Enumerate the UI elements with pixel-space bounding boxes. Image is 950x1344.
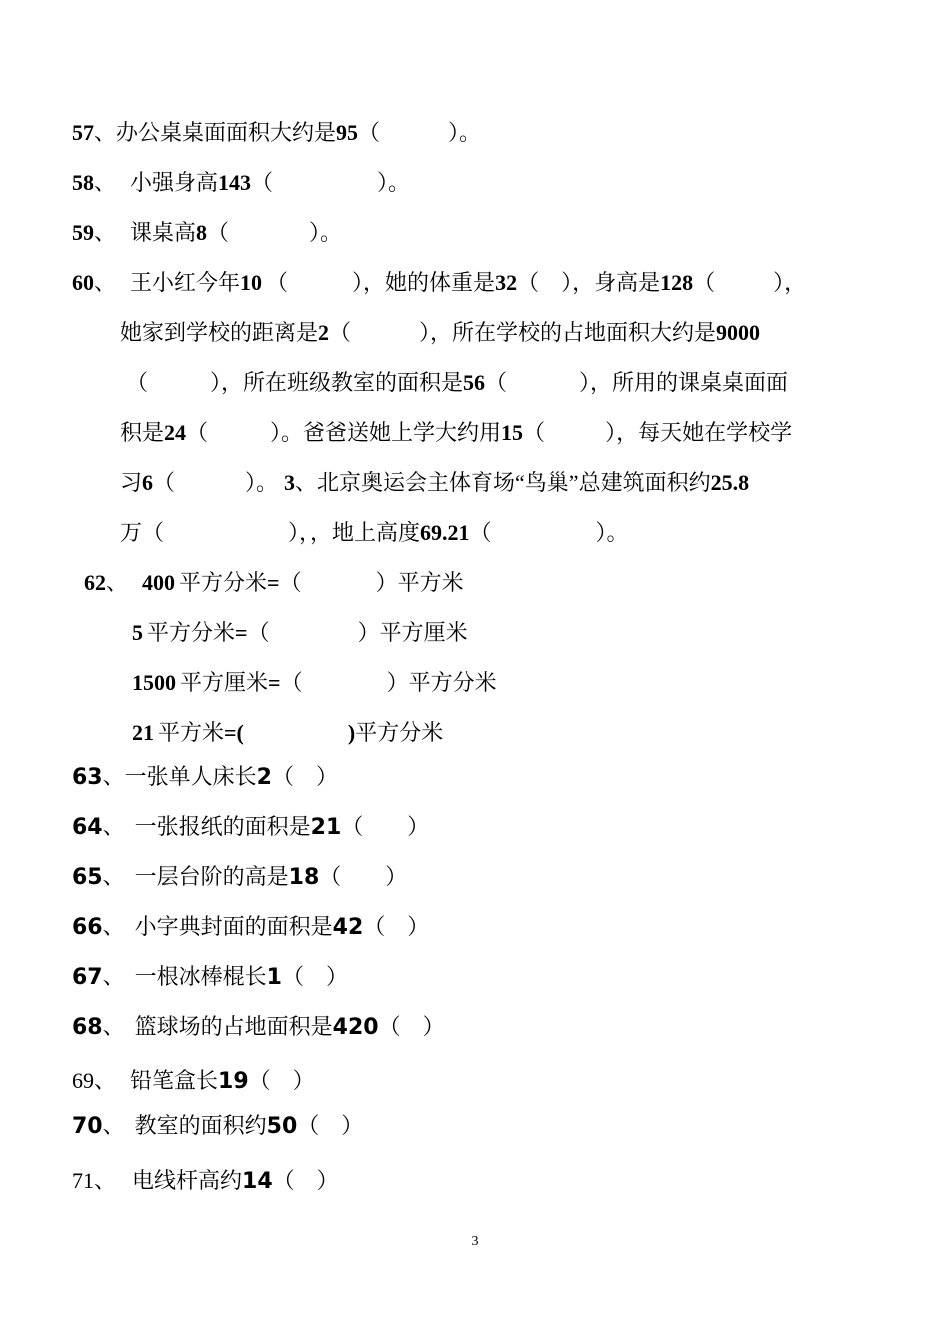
answer-blank[interactable]: （ ） [363, 915, 430, 940]
answer-blank[interactable]: （ ） [297, 1114, 364, 1139]
question-60-line-2: 她家到学校的距离是2（ ），所在学校的占地面积大约是9000 [120, 320, 761, 345]
answer-blank[interactable]: （ ） [281, 965, 348, 990]
question-62-row-2: 5 平方分米=（ ）平方厘米 [132, 620, 468, 645]
answer-blank[interactable]: （ ） [319, 865, 408, 890]
question-60-line-5: 习6（ ）。 3、北京奥运会主体育场“鸟巢”总建筑面积约25.8 [120, 470, 750, 495]
question-66: 66、 小字典封面的面积是42（ ） [72, 915, 430, 940]
question-60-line-6: 万（ ），，地上高度69.21（ ）。 [120, 520, 629, 545]
question-71: 71、 电线杆高约14（ ） [72, 1168, 339, 1194]
answer-blank[interactable]: （ ） [271, 765, 338, 790]
answer-blank[interactable]: （ ） [341, 815, 430, 840]
question-60-line-1: 60、 王小红今年10 （ ），她的体重是32（ ），身高是128（ ）， [72, 270, 807, 295]
question-69: 69、 铅笔盒长19（ ） [72, 1068, 315, 1094]
question-62-row-3: 1500 平方厘米=（ ）平方分米 [132, 670, 497, 695]
question-65: 65、 一层台阶的高是18（ ） [72, 865, 408, 890]
question-58: 58、 小强身高143（ ）。 [72, 170, 411, 195]
question-62-row-4: 21 平方米=( )平方分米 [132, 720, 444, 745]
question-57: 57、办公桌桌面面积大约是95（ ）。 [72, 120, 482, 145]
question-67: 67、 一根冰棒棍长1（ ） [72, 965, 348, 990]
answer-blank[interactable]: （ ） [378, 1015, 445, 1040]
question-70: 70、 教室的面积约50（ ） [72, 1114, 364, 1139]
question-68: 68、 篮球场的占地面积是420（ ） [72, 1015, 445, 1040]
question-60-line-3: （ ），所在班级教室的面积是56（ ），所用的课桌桌面面 [126, 370, 789, 395]
page-number: 3 [471, 1234, 479, 1249]
question-59: 59、 课桌高8（ ）。 [72, 220, 343, 245]
answer-blank[interactable]: （ ） [248, 1069, 315, 1094]
question-60-line-4: 积是24（ ）。爸爸送她上学大约用15（ ），每天她在学校学 [120, 420, 793, 445]
answer-blank[interactable]: （ ） [272, 1169, 339, 1194]
question-63: 63、一张单人床长2（ ） [72, 765, 338, 790]
question-62-row-1: 62、 400 平方分米=（ ）平方米 [84, 570, 464, 595]
question-64: 64、 一张报纸的面积是21（ ） [72, 815, 430, 840]
